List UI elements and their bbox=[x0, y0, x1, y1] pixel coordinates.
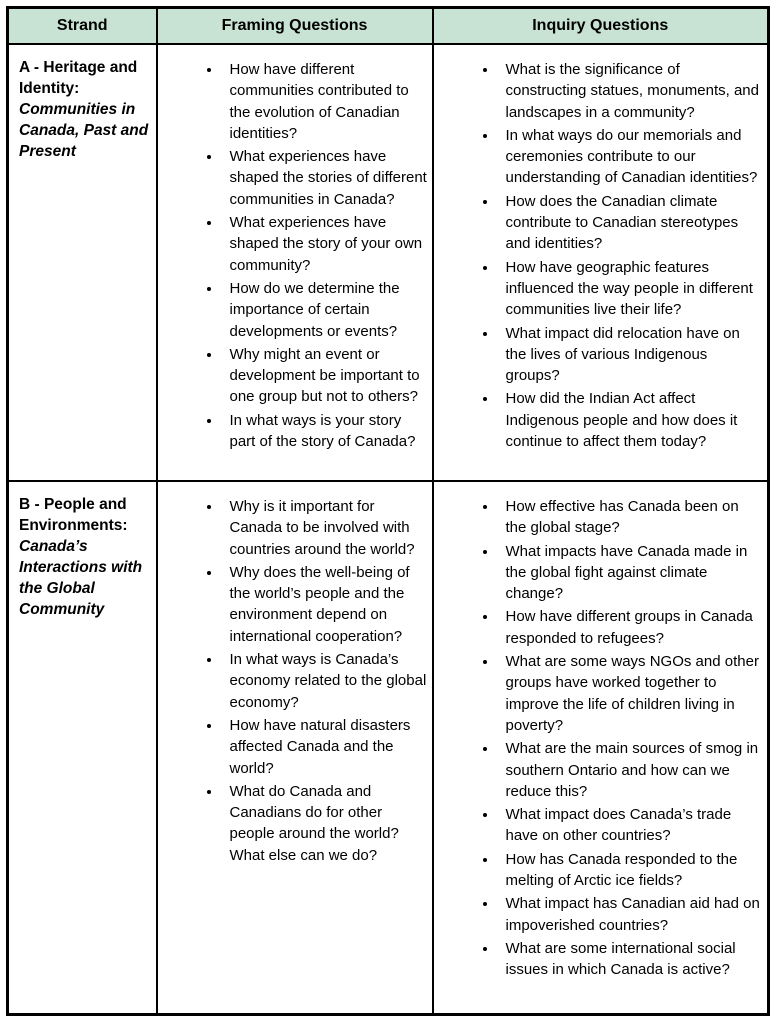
strand-title: A - Heritage and Identity: bbox=[19, 59, 138, 97]
header-row bbox=[8, 8, 769, 45]
strand-title: B - People and Environments: bbox=[19, 496, 128, 534]
question-item: • What impacts have Canada made in the global fight against climate change? bbox=[498, 541, 764, 605]
question-item: • What are the main sources of smog in southern Ontario and how can we reduce this? bbox=[498, 738, 764, 802]
question-item: • In what ways is your story part of the story of Canada? bbox=[222, 410, 428, 453]
question-item: • What is the significance of constructing statues, monuments, and landscapes in a community? bbox=[498, 59, 764, 123]
table-row bbox=[8, 44, 769, 481]
inquiry-questions-cell bbox=[433, 481, 769, 1015]
strand-subtitle: Canada’s Interactions with the Global Community bbox=[19, 537, 143, 618]
question-list bbox=[434, 59, 764, 452]
question-item: • How have geographic features influenced the way people in different communities live their life? bbox=[498, 257, 764, 321]
header-cell-strand: Strand bbox=[8, 8, 157, 45]
table-row bbox=[8, 481, 769, 1015]
question-item: • What are some ways NGOs and other groups have worked together to improve the life of children living in poverty? bbox=[498, 651, 764, 736]
header-cell-framing-questions: Framing Questions bbox=[157, 8, 433, 45]
question-item: • What impact has Canadian aid had on impoverished countries? bbox=[498, 893, 764, 936]
question-item: • How have different groups in Canada responded to refugees? bbox=[498, 606, 764, 649]
question-item: • How does the Canadian climate contribute to Canadian stereotypes and identities? bbox=[498, 191, 764, 255]
question-item: • Why might an event or development be important to one group but not to others? bbox=[222, 344, 428, 408]
question-item: • How do we determine the importance of certain developments or events? bbox=[222, 278, 428, 342]
strand-cell bbox=[8, 481, 157, 1015]
question-item: • In what ways is Canada’s economy related to the global economy? bbox=[222, 649, 428, 713]
question-item: • How has Canada responded to the melting of Arctic ice fields? bbox=[498, 849, 764, 892]
question-list bbox=[434, 496, 764, 981]
table-header bbox=[8, 8, 769, 45]
inquiry-questions-cell bbox=[433, 44, 769, 481]
strand-cell bbox=[8, 44, 157, 481]
question-item: • In what ways do our memorials and ceremonies contribute to our understanding of Canadian identities? bbox=[498, 125, 764, 189]
framing-questions-cell bbox=[157, 44, 433, 481]
question-item: • How effective has Canada been on the global stage? bbox=[498, 496, 764, 539]
strand-subtitle: Communities in Canada, Past and Present bbox=[19, 100, 149, 160]
question-item: • How have different communities contributed to the evolution of Canadian identities? bbox=[222, 59, 428, 144]
question-item: • What do Canada and Canadians do for other people around the world? What else can we do? bbox=[222, 781, 428, 866]
question-item: • How have natural disasters affected Canada and the world? bbox=[222, 715, 428, 779]
table-body bbox=[8, 44, 769, 1015]
question-item: • What experiences have shaped the stories of different communities in Canada? bbox=[222, 146, 428, 210]
header-cell-inquiry-questions: Inquiry Questions bbox=[433, 8, 769, 45]
question-item: • What are some international social issues in which Canada is active? bbox=[498, 938, 764, 981]
question-item: • How did the Indian Act affect Indigenous people and how does it continue to affect them today? bbox=[498, 388, 764, 452]
question-item: • Why is it important for Canada to be involved with countries around the world? bbox=[222, 496, 428, 560]
question-item: • What impact did relocation have on the lives of various Indigenous groups? bbox=[498, 323, 764, 387]
question-item: • What impact does Canada’s trade have on other countries? bbox=[498, 804, 764, 847]
question-item: • What experiences have shaped the story of your own community? bbox=[222, 212, 428, 276]
question-list bbox=[158, 59, 428, 452]
curriculum-table bbox=[6, 6, 770, 1016]
question-item: • Why does the well-being of the world’s people and the environment depend on international cooperation? bbox=[222, 562, 428, 647]
framing-questions-cell bbox=[157, 481, 433, 1015]
question-list bbox=[158, 496, 428, 866]
